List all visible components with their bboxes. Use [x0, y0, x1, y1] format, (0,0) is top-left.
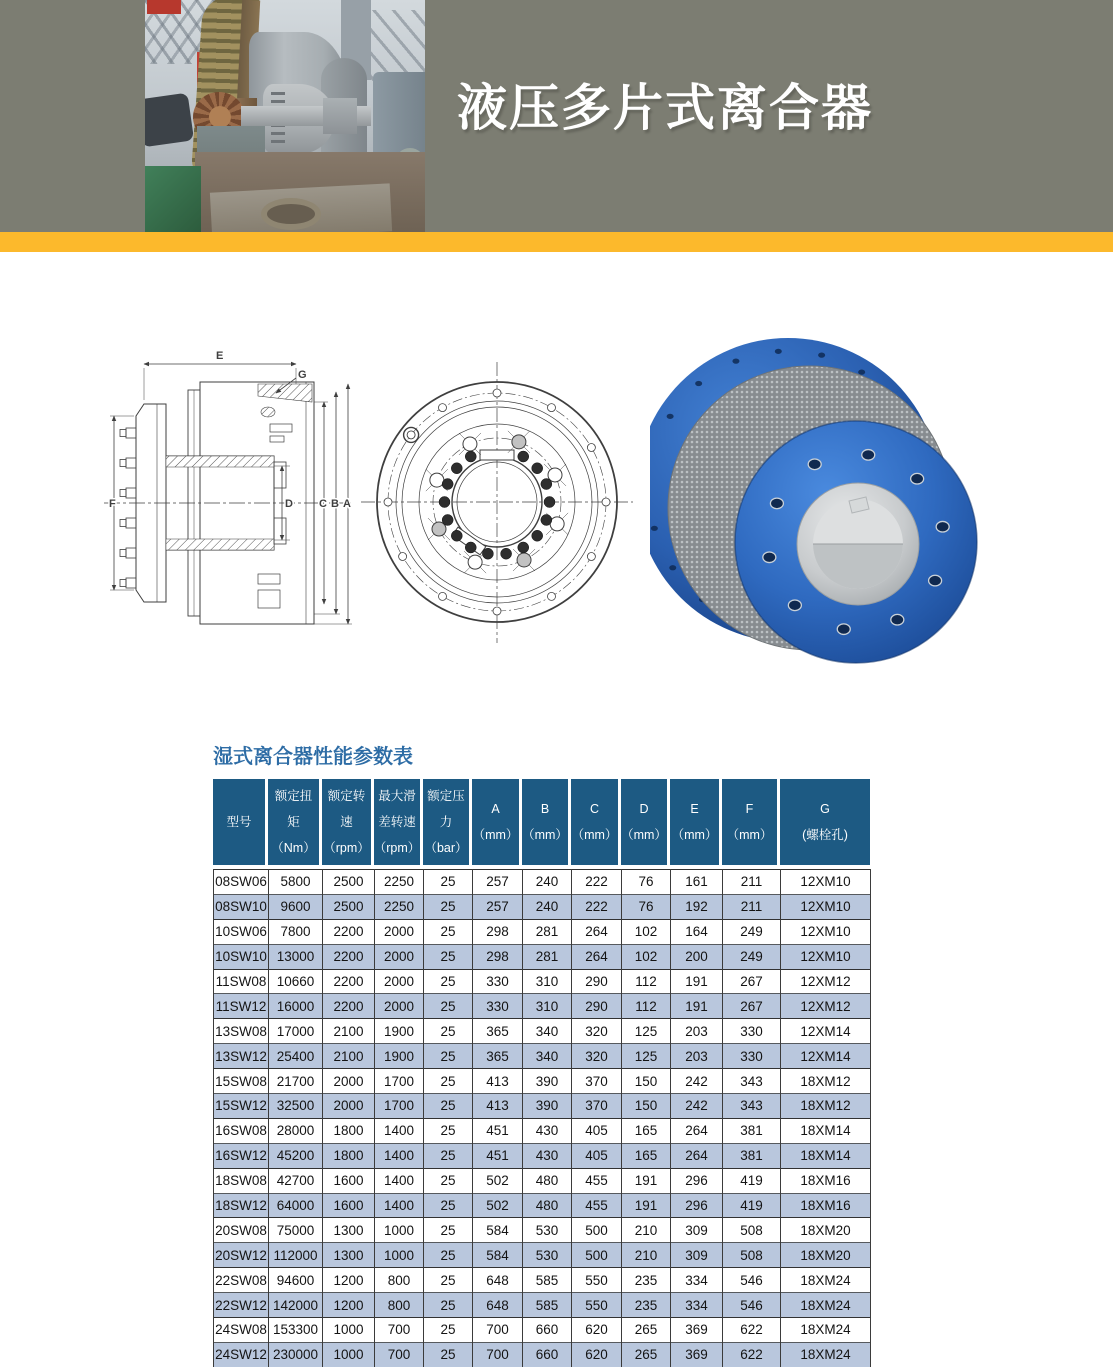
table-cell: 310: [523, 994, 572, 1019]
table-cell: 660: [523, 1318, 572, 1343]
table-row: [214, 1193, 871, 1218]
render-geometry: [650, 338, 977, 663]
table-cell: 25: [424, 1168, 473, 1193]
table-cell: 9600: [269, 894, 323, 919]
table-cell: 11SW12: [214, 994, 269, 1019]
table-cell: 546: [723, 1268, 781, 1293]
table-cell: 25: [424, 1218, 473, 1243]
table-header: [213, 779, 870, 865]
table-cell: 480: [523, 1193, 572, 1218]
column-header-E: E （mm）: [670, 779, 722, 865]
table-cell: 150: [622, 1069, 671, 1094]
table-cell: 419: [723, 1168, 781, 1193]
table-row: [214, 1094, 871, 1119]
table-cell: 1000: [375, 1243, 424, 1268]
table-cell: 550: [572, 1268, 622, 1293]
table-cell: 25: [424, 1118, 473, 1143]
table-cell: 161: [671, 870, 723, 895]
photo-green-floor: [145, 166, 201, 232]
table-cell: 413: [473, 1069, 523, 1094]
table-cell: 648: [473, 1268, 523, 1293]
table-cell: 700: [375, 1318, 424, 1343]
table-cell: 18XM20: [781, 1243, 871, 1268]
column-header-D: D （mm）: [621, 779, 670, 865]
table-cell: 42700: [269, 1168, 323, 1193]
table-cell: 546: [723, 1293, 781, 1318]
table-cell: 340: [523, 1044, 572, 1069]
table-cell: 343: [723, 1069, 781, 1094]
table-cell: 25: [424, 894, 473, 919]
table-cell: 7800: [269, 919, 323, 944]
table-cell: 584: [473, 1218, 523, 1243]
table-cell: 330: [723, 1019, 781, 1044]
table-cell: 369: [671, 1318, 723, 1343]
table-cell: 265: [622, 1342, 671, 1367]
table-cell: 413: [473, 1094, 523, 1119]
table-row: [214, 919, 871, 944]
table-cell: 298: [473, 944, 523, 969]
table-cell: 112000: [269, 1243, 323, 1268]
table-cell: 620: [572, 1342, 622, 1367]
table-cell: 584: [473, 1243, 523, 1268]
table-cell: 25: [424, 994, 473, 1019]
table-cell: 102: [622, 944, 671, 969]
table-cell: 2000: [375, 944, 424, 969]
table-cell: 125: [622, 1019, 671, 1044]
table-cell: 330: [473, 994, 523, 1019]
table-cell: 257: [473, 870, 523, 895]
table-cell: 2200: [323, 969, 375, 994]
table-cell: 25: [424, 1143, 473, 1168]
table-cell: 191: [622, 1193, 671, 1218]
table-cell: 64000: [269, 1193, 323, 1218]
table-cell: 16SW08: [214, 1118, 269, 1143]
table-cell: 102: [622, 919, 671, 944]
column-header-torque: 额定扭 矩 （Nm）: [268, 779, 322, 865]
table-cell: 1900: [375, 1044, 424, 1069]
table-cell: 164: [671, 919, 723, 944]
table-cell: 1400: [375, 1118, 424, 1143]
table-cell: 2200: [323, 994, 375, 1019]
dim-label-D: D: [285, 498, 293, 510]
table-cell: 242: [671, 1094, 723, 1119]
table-row: [214, 894, 871, 919]
table-cell: 12XM10: [781, 919, 871, 944]
table-cell: 18XM12: [781, 1069, 871, 1094]
column-header-F: F （mm）: [722, 779, 780, 865]
drawing-cross-section: [100, 338, 355, 643]
column-header-pressure: 额定压 力 （bar）: [423, 779, 472, 865]
table-cell: 296: [671, 1193, 723, 1218]
table-cell: 165: [622, 1118, 671, 1143]
table-cell: 508: [723, 1243, 781, 1268]
table-cell: 405: [572, 1143, 622, 1168]
table-row: [214, 870, 871, 895]
table-cell: 419: [723, 1193, 781, 1218]
table-cell: 16SW12: [214, 1143, 269, 1168]
table-cell: 2250: [375, 894, 424, 919]
table-cell: 25: [424, 1268, 473, 1293]
table-cell: 150: [622, 1094, 671, 1119]
table-cell: 25400: [269, 1044, 323, 1069]
table-cell: 10660: [269, 969, 323, 994]
table-cell: 2000: [375, 969, 424, 994]
dim-label-A: A: [343, 498, 351, 510]
table-cell: 192: [671, 894, 723, 919]
table-row: [214, 1318, 871, 1343]
column-header-A: A （mm）: [472, 779, 522, 865]
table-cell: 1900: [375, 1019, 424, 1044]
table-cell: 1000: [323, 1318, 375, 1343]
dim-label-E: E: [216, 350, 224, 362]
table-cell: 281: [523, 919, 572, 944]
table-cell: 320: [572, 1044, 622, 1069]
table-cell: 1400: [375, 1193, 424, 1218]
table-cell: 1700: [375, 1094, 424, 1119]
dim-label-B: B: [331, 498, 339, 510]
table-cell: 235: [622, 1293, 671, 1318]
table-cell: 210: [622, 1243, 671, 1268]
table-cell: 25: [424, 1293, 473, 1318]
table-cell: 1000: [323, 1342, 375, 1367]
table-cell: 10SW06: [214, 919, 269, 944]
table-cell: 203: [671, 1044, 723, 1069]
table-cell: 10SW10: [214, 944, 269, 969]
table-cell: 390: [523, 1094, 572, 1119]
table-cell: 22SW08: [214, 1268, 269, 1293]
photo-crane: [147, 0, 181, 14]
table-cell: 455: [572, 1193, 622, 1218]
table-cell: 2000: [375, 919, 424, 944]
table-cell: 500: [572, 1243, 622, 1268]
table-cell: 18XM12: [781, 1094, 871, 1119]
table-cell: 2250: [375, 870, 424, 895]
table-cell: 298: [473, 919, 523, 944]
column-header-model: 型号: [213, 779, 268, 865]
table-cell: 1200: [323, 1268, 375, 1293]
table-cell: 203: [671, 1019, 723, 1044]
table-cell: 18XM24: [781, 1293, 871, 1318]
table-cell: 265: [622, 1318, 671, 1343]
table-cell: 21700: [269, 1069, 323, 1094]
table-cell: 620: [572, 1318, 622, 1343]
photo-base-flange: [261, 198, 321, 230]
table-cell: 15SW12: [214, 1094, 269, 1119]
table-cell: 1000: [375, 1218, 424, 1243]
table-cell: 76: [622, 894, 671, 919]
table-cell: 1300: [323, 1243, 375, 1268]
table-cell: 25: [424, 1318, 473, 1343]
table-cell: 290: [572, 969, 622, 994]
table-cell: 257: [473, 894, 523, 919]
table-cell: 390: [523, 1069, 572, 1094]
table-cell: 25: [424, 969, 473, 994]
table-cell: 16000: [269, 994, 323, 1019]
table-cell: 240: [523, 894, 572, 919]
table-cell: 530: [523, 1218, 572, 1243]
column-header-speed: 额定转 速 （rpm）: [322, 779, 374, 865]
column-header-C: C （mm）: [571, 779, 621, 865]
table-cell: 08SW06: [214, 870, 269, 895]
table-cell: 25: [424, 1094, 473, 1119]
table-cell: 13SW08: [214, 1019, 269, 1044]
table-cell: 112: [622, 969, 671, 994]
table-cell: 585: [523, 1268, 572, 1293]
table-cell: 648: [473, 1293, 523, 1318]
photo-tarp: [145, 93, 194, 148]
accent-stripe: [0, 232, 1113, 252]
table-cell: 480: [523, 1168, 572, 1193]
table-cell: 2000: [323, 1094, 375, 1119]
table-cell: 330: [473, 969, 523, 994]
table-row: [214, 994, 871, 1019]
table-cell: 25: [424, 1044, 473, 1069]
table-cell: 700: [473, 1342, 523, 1367]
table-cell: 455: [572, 1168, 622, 1193]
table-row: [214, 1268, 871, 1293]
table-cell: 365: [473, 1019, 523, 1044]
table-cell: 25: [424, 870, 473, 895]
table-row: [214, 969, 871, 994]
table-cell: 11SW08: [214, 969, 269, 994]
table-cell: 200: [671, 944, 723, 969]
table-cell: 290: [572, 994, 622, 1019]
table-cell: 25: [424, 944, 473, 969]
dim-label-G: G: [298, 369, 307, 381]
table-row: [214, 1218, 871, 1243]
front-view-geometry: [361, 362, 633, 643]
table-cell: 18XM24: [781, 1268, 871, 1293]
table-cell: 2000: [375, 994, 424, 1019]
table-cell: 1200: [323, 1293, 375, 1318]
table-cell: 2200: [323, 944, 375, 969]
flange-bolts: [120, 428, 136, 588]
table-cell: 267: [723, 969, 781, 994]
table-cell: 12XM14: [781, 1019, 871, 1044]
table-cell: 334: [671, 1293, 723, 1318]
table-cell: 310: [523, 969, 572, 994]
column-header-slip: 最大滑 差转速 （rpm）: [374, 779, 423, 865]
table-cell: 18XM16: [781, 1168, 871, 1193]
table-cell: 2500: [323, 894, 375, 919]
table-cell: 1600: [323, 1193, 375, 1218]
table-cell: 622: [723, 1318, 781, 1343]
table-cell: 320: [572, 1019, 622, 1044]
table-cell: 1300: [323, 1218, 375, 1243]
table-cell: 585: [523, 1293, 572, 1318]
table-cell: 451: [473, 1118, 523, 1143]
table-cell: 15SW08: [214, 1069, 269, 1094]
table-cell: 18XM14: [781, 1118, 871, 1143]
table-cell: 13SW12: [214, 1044, 269, 1069]
table-cell: 18XM24: [781, 1318, 871, 1343]
table-row: [214, 1143, 871, 1168]
table-cell: 365: [473, 1044, 523, 1069]
render-3d-clutch: [650, 330, 982, 678]
table-cell: 18XM24: [781, 1342, 871, 1367]
table-row: [214, 1168, 871, 1193]
table-cell: 235: [622, 1268, 671, 1293]
table-row: [214, 1243, 871, 1268]
table-cell: 296: [671, 1168, 723, 1193]
table-cell: 660: [523, 1342, 572, 1367]
table-cell: 2200: [323, 919, 375, 944]
table-cell: 1600: [323, 1168, 375, 1193]
table-cell: 700: [473, 1318, 523, 1343]
drawing-front-view: [357, 360, 637, 645]
table-cell: 343: [723, 1094, 781, 1119]
table-row: [214, 1044, 871, 1069]
table-cell: 2100: [323, 1044, 375, 1069]
table-cell: 800: [375, 1293, 424, 1318]
table-cell: 370: [572, 1069, 622, 1094]
table-cell: 153300: [269, 1318, 323, 1343]
table-row: [214, 1293, 871, 1318]
table-cell: 12XM14: [781, 1044, 871, 1069]
table-cell: 76: [622, 870, 671, 895]
table-row: [214, 1118, 871, 1143]
table-cell: 309: [671, 1243, 723, 1268]
table-cell: 28000: [269, 1118, 323, 1143]
column-header-G: G (螺栓孔): [802, 802, 848, 842]
table-cell: 25: [424, 1019, 473, 1044]
table-cell: 45200: [269, 1143, 323, 1168]
table-cell: 18XM14: [781, 1143, 871, 1168]
table-cell: 210: [622, 1218, 671, 1243]
table-cell: 370: [572, 1094, 622, 1119]
table-cell: 211: [723, 870, 781, 895]
table-cell: 18XM16: [781, 1193, 871, 1218]
table-cell: 18XM20: [781, 1218, 871, 1243]
table-cell: 340: [523, 1019, 572, 1044]
table-cell: 622: [723, 1342, 781, 1367]
table-cell: 24SW12: [214, 1342, 269, 1367]
table-cell: 2500: [323, 870, 375, 895]
table-cell: 24SW08: [214, 1318, 269, 1343]
table-cell: 12XM10: [781, 944, 871, 969]
table-cell: 112: [622, 994, 671, 1019]
table-cell: 125: [622, 1044, 671, 1069]
table-cell: 191: [671, 969, 723, 994]
table-cell: 508: [723, 1218, 781, 1243]
table-cell: 1400: [375, 1143, 424, 1168]
table-row: [214, 1069, 871, 1094]
table-row: [214, 1019, 871, 1044]
table-cell: 230000: [269, 1342, 323, 1367]
table-cell: 700: [375, 1342, 424, 1367]
table-row: [214, 1342, 871, 1367]
product-photo: [145, 0, 425, 232]
table-body: [213, 869, 870, 1367]
table-cell: 1700: [375, 1069, 424, 1094]
table-cell: 240: [523, 870, 572, 895]
table-cell: 500: [572, 1218, 622, 1243]
table-cell: 405: [572, 1118, 622, 1143]
table-cell: 264: [572, 944, 622, 969]
table-cell: 222: [572, 894, 622, 919]
table-cell: 281: [523, 944, 572, 969]
table-cell: 430: [523, 1118, 572, 1143]
table-cell: 08SW10: [214, 894, 269, 919]
table-cell: 25: [424, 919, 473, 944]
table-cell: 264: [671, 1143, 723, 1168]
table-cell: 211: [723, 894, 781, 919]
table-cell: 1400: [375, 1168, 424, 1193]
table-cell: 369: [671, 1342, 723, 1367]
table-cell: 12XM12: [781, 994, 871, 1019]
table-cell: 264: [671, 1118, 723, 1143]
table-cell: 25: [424, 1069, 473, 1094]
table-cell: 18SW12: [214, 1193, 269, 1218]
dim-label-C: C: [319, 498, 327, 510]
dim-label-F: F: [109, 498, 116, 510]
table-cell: 451: [473, 1143, 523, 1168]
table-cell: 430: [523, 1143, 572, 1168]
page-title: 液压多片式离合器: [457, 80, 873, 136]
table-cell: 20SW12: [214, 1243, 269, 1268]
table-cell: 550: [572, 1293, 622, 1318]
table-cell: 25: [424, 1342, 473, 1367]
table-cell: 13000: [269, 944, 323, 969]
table-cell: 12XM10: [781, 870, 871, 895]
table-cell: 191: [622, 1168, 671, 1193]
photo-pinion-hub: [209, 106, 231, 128]
table-cell: 165: [622, 1143, 671, 1168]
table-cell: 267: [723, 994, 781, 1019]
table-cell: 330: [723, 1044, 781, 1069]
table-cell: 222: [572, 870, 622, 895]
column-header-B: B （mm）: [522, 779, 571, 865]
table-cell: 18SW08: [214, 1168, 269, 1193]
table-cell: 191: [671, 994, 723, 1019]
table-title: 湿式离合器性能参数表: [213, 746, 413, 768]
table-cell: 25: [424, 1243, 473, 1268]
table-cell: 264: [572, 919, 622, 944]
table-cell: 502: [473, 1193, 523, 1218]
table-cell: 12XM10: [781, 894, 871, 919]
table-cell: 142000: [269, 1293, 323, 1318]
table-cell: 334: [671, 1268, 723, 1293]
table-cell: 249: [723, 944, 781, 969]
table-cell: 800: [375, 1268, 424, 1293]
table-cell: 2100: [323, 1019, 375, 1044]
table-cell: 32500: [269, 1094, 323, 1119]
table-cell: 17000: [269, 1019, 323, 1044]
table-cell: 5800: [269, 870, 323, 895]
table-cell: 25: [424, 1193, 473, 1218]
table-cell: 381: [723, 1118, 781, 1143]
table-cell: 1800: [323, 1118, 375, 1143]
photo-shaft-block: [323, 98, 357, 134]
table-cell: 381: [723, 1143, 781, 1168]
table-cell: 12XM12: [781, 969, 871, 994]
parameter-table: [213, 869, 871, 1367]
table-cell: 249: [723, 919, 781, 944]
table-cell: 20SW08: [214, 1218, 269, 1243]
cross-section-geometry: [104, 364, 352, 624]
table-cell: 502: [473, 1168, 523, 1193]
table-cell: 94600: [269, 1268, 323, 1293]
table-row: [214, 944, 871, 969]
table-cell: 309: [671, 1218, 723, 1243]
table-cell: 22SW12: [214, 1293, 269, 1318]
table-cell: 1800: [323, 1143, 375, 1168]
table-cell: 2000: [323, 1069, 375, 1094]
table-cell: 242: [671, 1069, 723, 1094]
table-cell: 530: [523, 1243, 572, 1268]
table-cell: 75000: [269, 1218, 323, 1243]
